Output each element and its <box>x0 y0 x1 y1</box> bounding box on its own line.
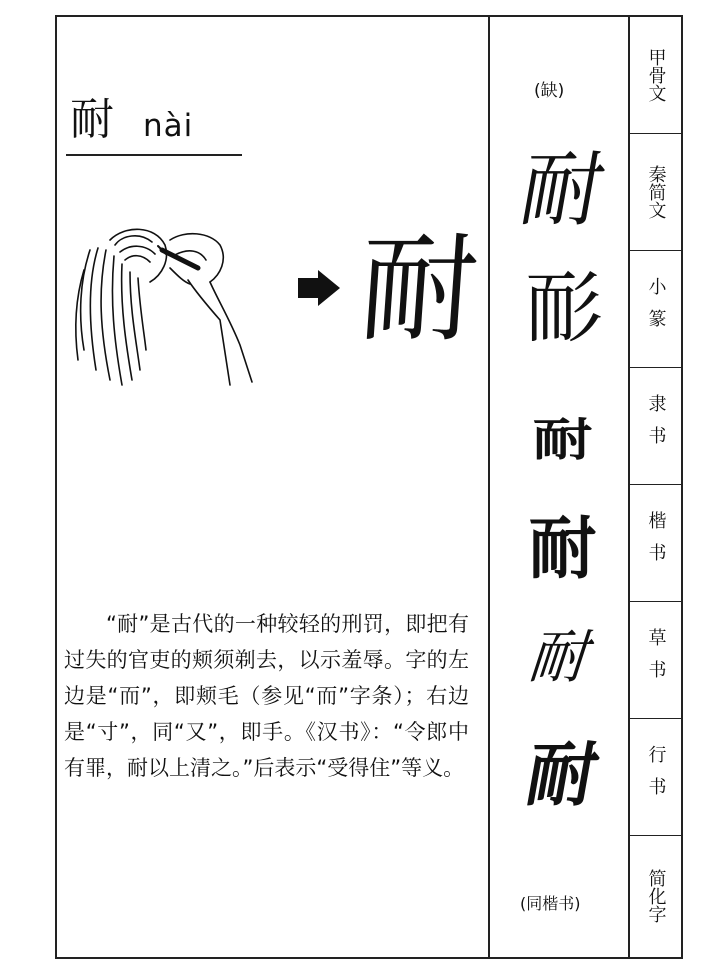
label-cell-small-seal <box>630 251 681 368</box>
simplified-same-note: (同楷书) <box>520 894 581 913</box>
label-cell-regular <box>630 485 681 602</box>
script-form-qin-bamboo: 耐 <box>513 143 612 238</box>
script-form-small-seal: 耏 <box>524 264 600 354</box>
label-cell-running <box>630 719 681 836</box>
label-small-seal: 小篆 <box>645 277 667 341</box>
label-simplified: 简化字 <box>645 869 667 923</box>
label-running: 行书 <box>645 745 667 809</box>
script-label-column <box>630 17 681 956</box>
shaving-illustration <box>70 220 270 390</box>
label-cell-simplified <box>630 836 681 956</box>
label-clerical: 隶书 <box>645 394 667 458</box>
headword-pinyin: nài <box>143 108 194 144</box>
arrow-right-icon <box>296 268 342 308</box>
column-divider <box>488 15 490 959</box>
explanation-paragraph: “耐”是古代的一种较轻的刑罚，即把有过失的官吏的颊须剃去，以示羞辱。字的左边是“而”，即颊毛（参见“而”字条）；右边是“寸”，同“又”，即手。《汉书》：“令郎中有罪，耐以上清之。”后表示“受得住”等义。 <box>64 612 469 780</box>
script-form-clerical: 耐 <box>532 413 593 467</box>
label-cursive: 草书 <box>645 628 667 692</box>
headword-character: 耐 <box>70 94 114 145</box>
label-qin-bamboo: 秦简文 <box>645 165 667 219</box>
label-cell-qin-bamboo <box>630 134 681 251</box>
label-cell-cursive <box>630 602 681 719</box>
missing-form-note: (缺) <box>534 81 565 101</box>
script-form-running: 耐 <box>520 734 605 816</box>
label-oracle-bone: 甲骨文 <box>645 48 667 102</box>
script-form-cursive: 耐 <box>522 623 603 691</box>
result-character: 耐 <box>355 220 483 358</box>
label-cell-clerical <box>630 368 681 485</box>
headword-underline <box>66 154 242 156</box>
label-regular: 楷书 <box>645 511 667 575</box>
label-cell-oracle-bone <box>630 17 681 134</box>
script-form-regular: 耐 <box>528 510 597 589</box>
